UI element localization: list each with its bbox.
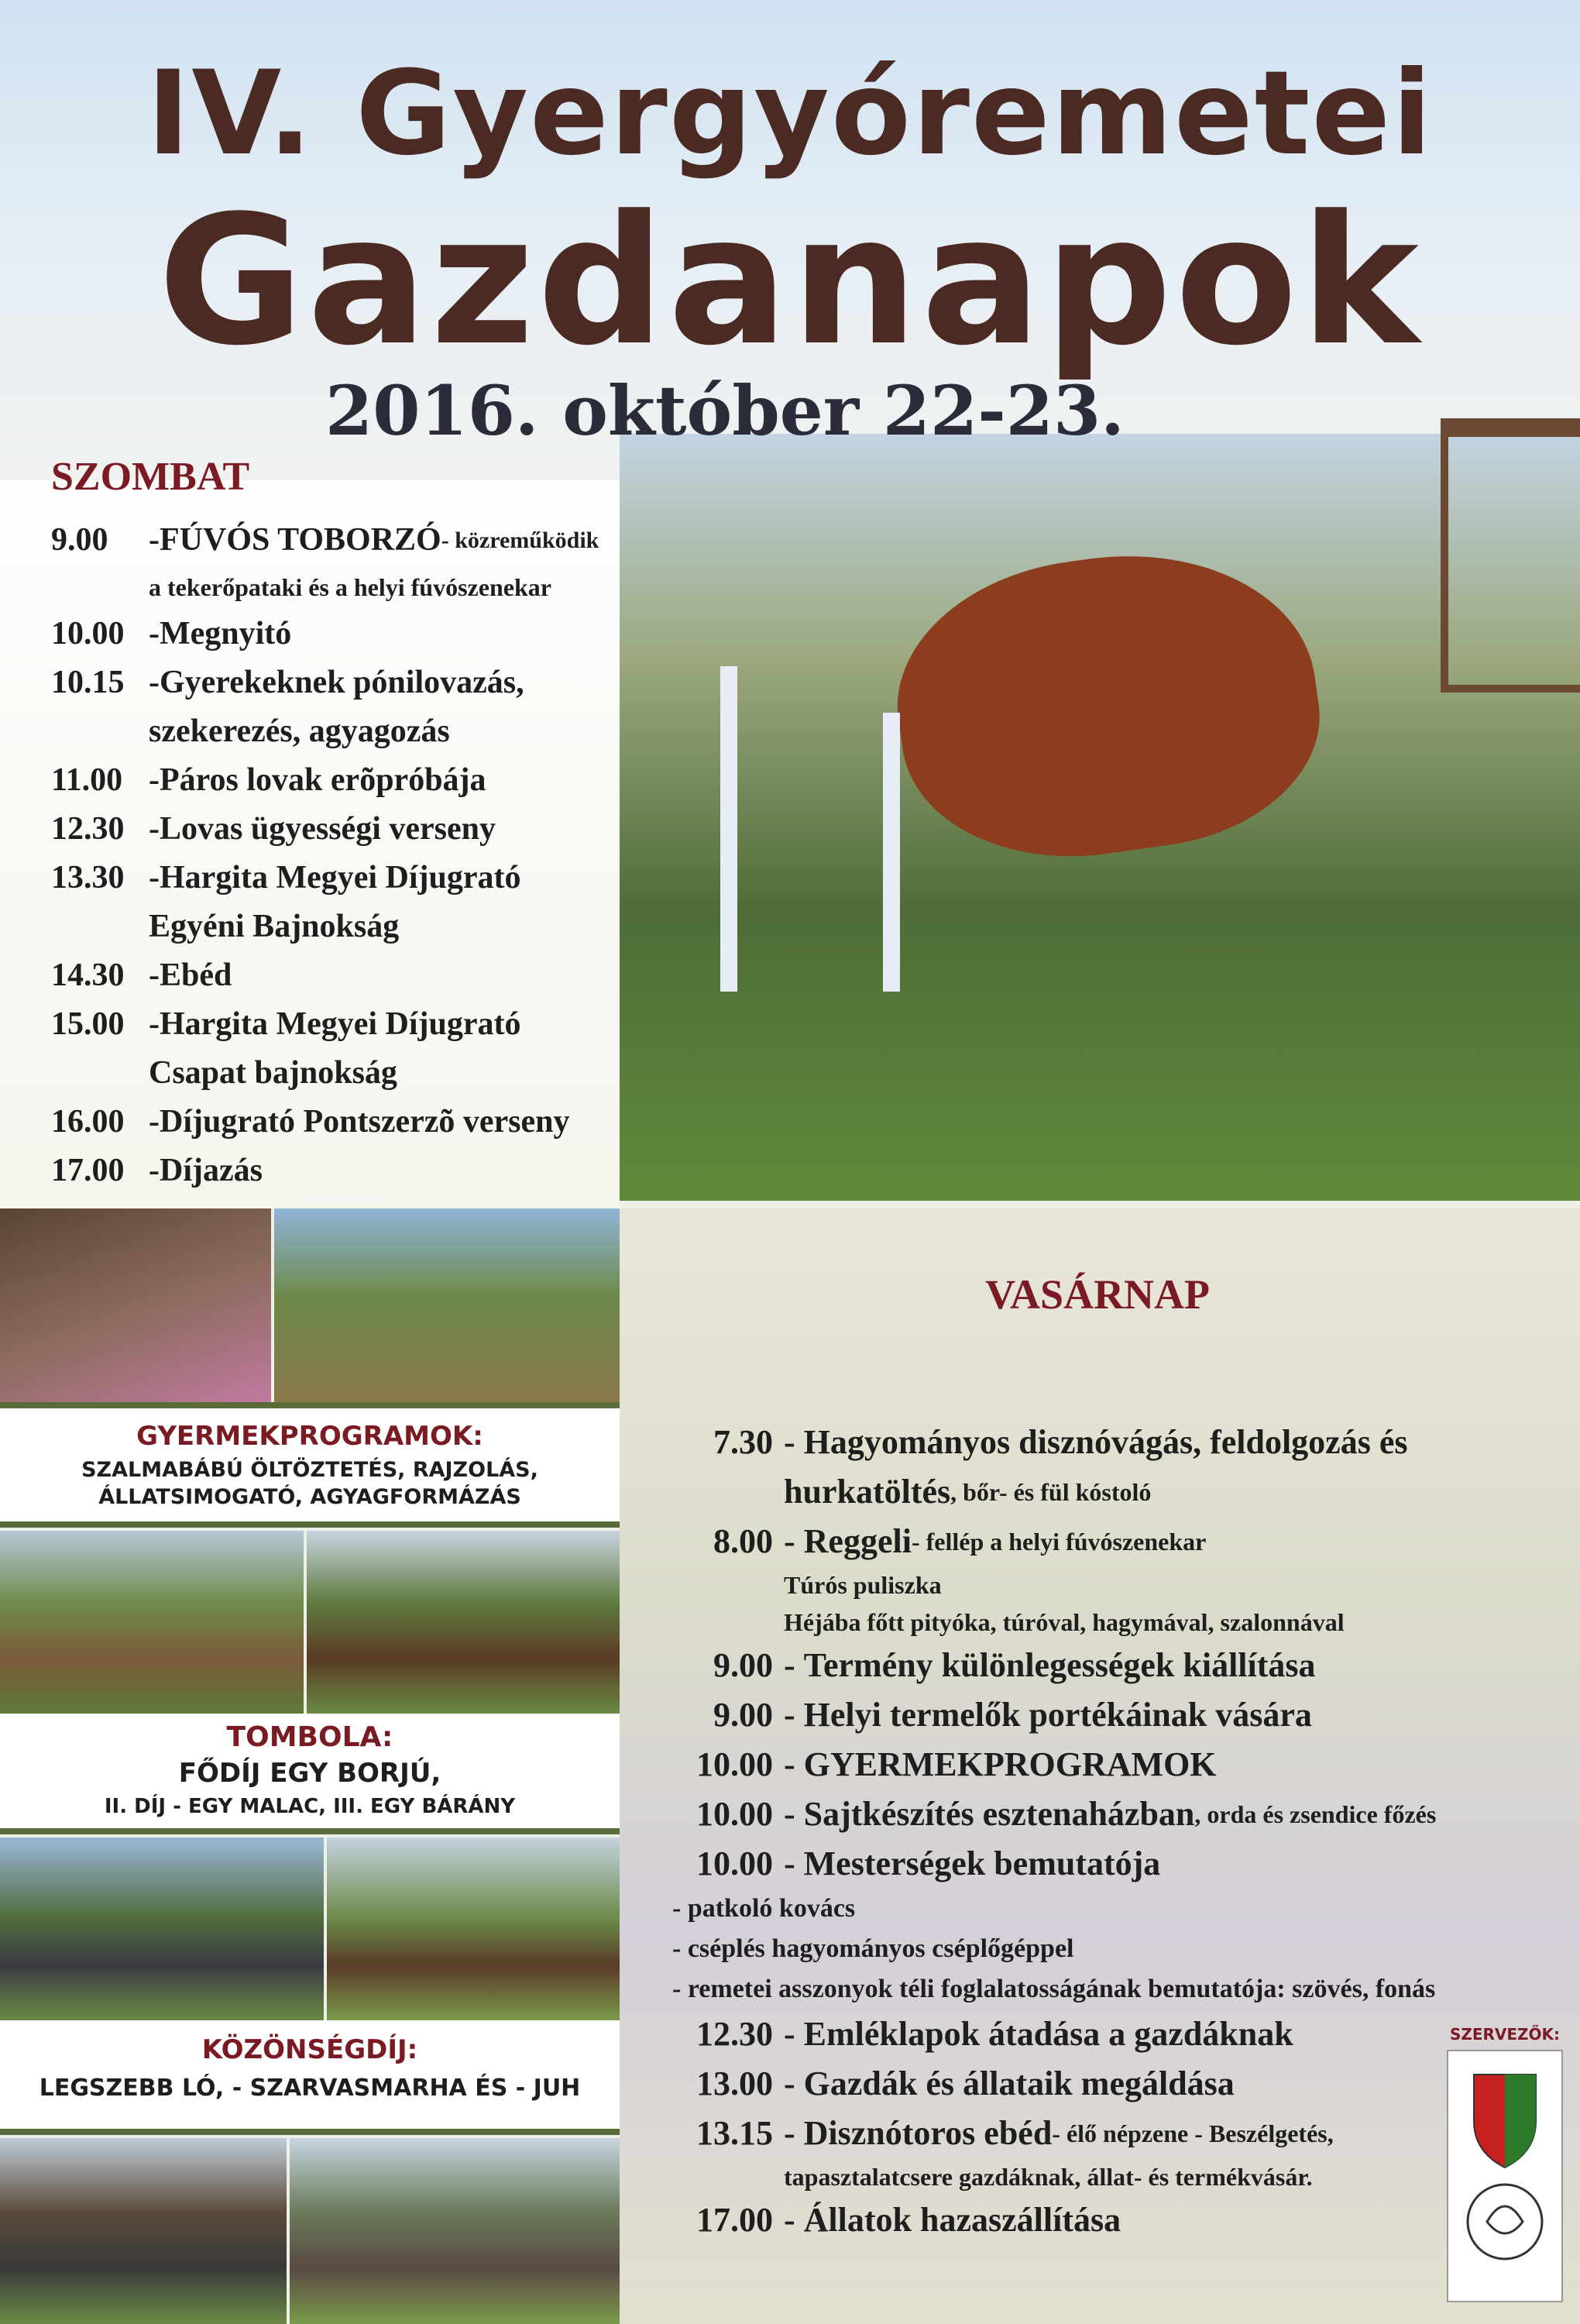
horse-pulling-photo [327, 1838, 620, 2020]
schedule-row: tapasztalatcsere gazdáknak, állat- és termékvásár. [784, 2163, 1313, 2191]
jump-pole [883, 713, 900, 992]
schedule-row: 16.00 - Díjugrató Pontszerzõ verseny [51, 1104, 570, 1140]
audience-prize-title: KÖZÖNSÉGDÍJ: [201, 2034, 418, 2065]
schedule-bullet: - cséplés hagyományos cséplőgéppel [672, 1934, 1074, 1963]
schedule-row: 17.00 - Állatok hazaszállítása [696, 2201, 1121, 2239]
crowd-photo [290, 2138, 620, 2324]
schedule-row: 10.00 - Mesterségek bemutatója [696, 1844, 1161, 1882]
judge-tower [1441, 418, 1580, 693]
organizers-box [1447, 2025, 1563, 2299]
kids-program-line2: ÁLLATSIMOGATÓ, AGYAGFORMÁZÁS [98, 1485, 521, 1509]
sunday-title: VASÁRNAP [985, 1271, 1211, 1318]
kids-playing-photo [274, 1208, 620, 1402]
schedule-row: 10.00 - GYERMEKPROGRAMOK [696, 1745, 1217, 1783]
tombola-line2: II. DÍJ - EGY MALAC, III. EGY BÁRÁNY [104, 1795, 516, 1818]
kids-program-line1: SZALMABÁBÚ ÖLTÖZTETÉS, RAJZOLÁS, [81, 1458, 538, 1482]
schedule-row: hurkatöltés , bőr- és fül kóstoló [784, 1473, 1152, 1511]
audience-prize-line1: LEGSZEBB LÓ, - SZARVASMARHA ÉS - JUH [39, 2075, 581, 2102]
tombola-banner [0, 1714, 620, 1828]
schedule-bullet: - remetei asszonyok téli foglalatosságának bemutatója: szövés, fonás [672, 1975, 1436, 2003]
organizers-logos [1447, 2050, 1563, 2302]
kids-program-title: GYERMEKPROGRAMOK: [136, 1421, 483, 1452]
schedule-row: a tekerőpataki és a helyi fúvószenekar [149, 573, 551, 601]
weaving-photo [0, 1208, 271, 1402]
kids-program-banner [0, 1408, 620, 1521]
schedule-row: 12.30 - Emléklapok átadása a gazdáknak [696, 2015, 1293, 2053]
schedule-row: 15.00 - Hargita Megyei Díjugrató [51, 1006, 521, 1042]
horses-photo [307, 1531, 620, 1714]
wagon-photo [0, 1838, 324, 2020]
sunday-schedule [672, 1418, 1571, 2245]
event-date: 2016. október 22-23. [325, 370, 1125, 451]
schedule-row: 14.30 - Ebéd [51, 957, 232, 993]
schedule-row: 10.00 - Megnyitó [51, 616, 292, 651]
audience-prize-banner [0, 2020, 620, 2129]
schedule-row: 9.00 - FÚVÓS TOBORZÓ - közreműködik [51, 522, 599, 558]
divider [0, 2129, 620, 2135]
saturday-title: SZOMBAT [51, 455, 250, 499]
schedule-row: 13.30 - Hargita Megyei Díjugrató [51, 860, 521, 896]
poster-title-line1: IV. Gyergyóremetei [146, 46, 1434, 181]
schedule-row: 9.00 - Helyi termelők portékáinak vására [713, 1696, 1312, 1734]
poster-title-line2: Gazdanapok [157, 178, 1423, 385]
tombola-title: TOMBOLA: [226, 1721, 393, 1753]
schedule-row: 11.00 - Páros lovak erõpróbája [51, 762, 486, 798]
schedule-row: 13.15 - Disznótoros ebéd - élő népzene - Beszélgetés, [696, 2114, 1334, 2152]
barn-photo [0, 2138, 287, 2324]
cattle-photo [0, 1531, 304, 1714]
schedule-row: 10.00 - Sajtkészítés esztenaházban , orda és zsendice főzés [696, 1795, 1437, 1833]
divider [0, 1521, 620, 1528]
organizers-label: SZERVEZŐK: [1449, 2025, 1561, 2044]
schedule-row: Túrós puliszka [784, 1571, 942, 1599]
horse-jumping-photo [620, 434, 1580, 1201]
schedule-bullet: - patkoló kovács [672, 1894, 856, 1923]
saturday-schedule [51, 516, 609, 1195]
schedule-row: 17.00 - Díjazás [51, 1153, 263, 1188]
divider [0, 1828, 620, 1834]
schedule-row: Héjába főtt pityóka, túróval, hagymával, szalonnával [784, 1608, 1345, 1636]
tombola-line1: FŐDÍJ EGY BORJÚ, [178, 1758, 441, 1789]
horse-figure [880, 530, 1335, 879]
schedule-row: 12.30 - Lovas ügyességi verseny [51, 811, 496, 847]
schedule-row: 8.00 - Reggeli - fellép a helyi fúvószenekar [713, 1522, 1207, 1560]
schedule-row: Csapat bajnokság [149, 1055, 397, 1091]
schedule-row: 9.00 - Termény különlegességek kiállítása [713, 1646, 1316, 1684]
jump-pole [720, 666, 737, 992]
schedule-row: szekerezés, agyagozás [149, 713, 450, 749]
schedule-row: Egyéni Bajnokság [149, 909, 400, 944]
schedule-row: 7.30 - Hagyományos disznóvágás, feldolgozás és [713, 1423, 1408, 1461]
coat-of-arms-icon [1448, 2051, 1561, 2301]
schedule-row: 10.15 - Gyerekeknek pónilovazás, [51, 665, 524, 700]
divider [0, 1402, 620, 1408]
schedule-row: 13.00 - Gazdák és állataik megáldása [696, 2064, 1235, 2102]
